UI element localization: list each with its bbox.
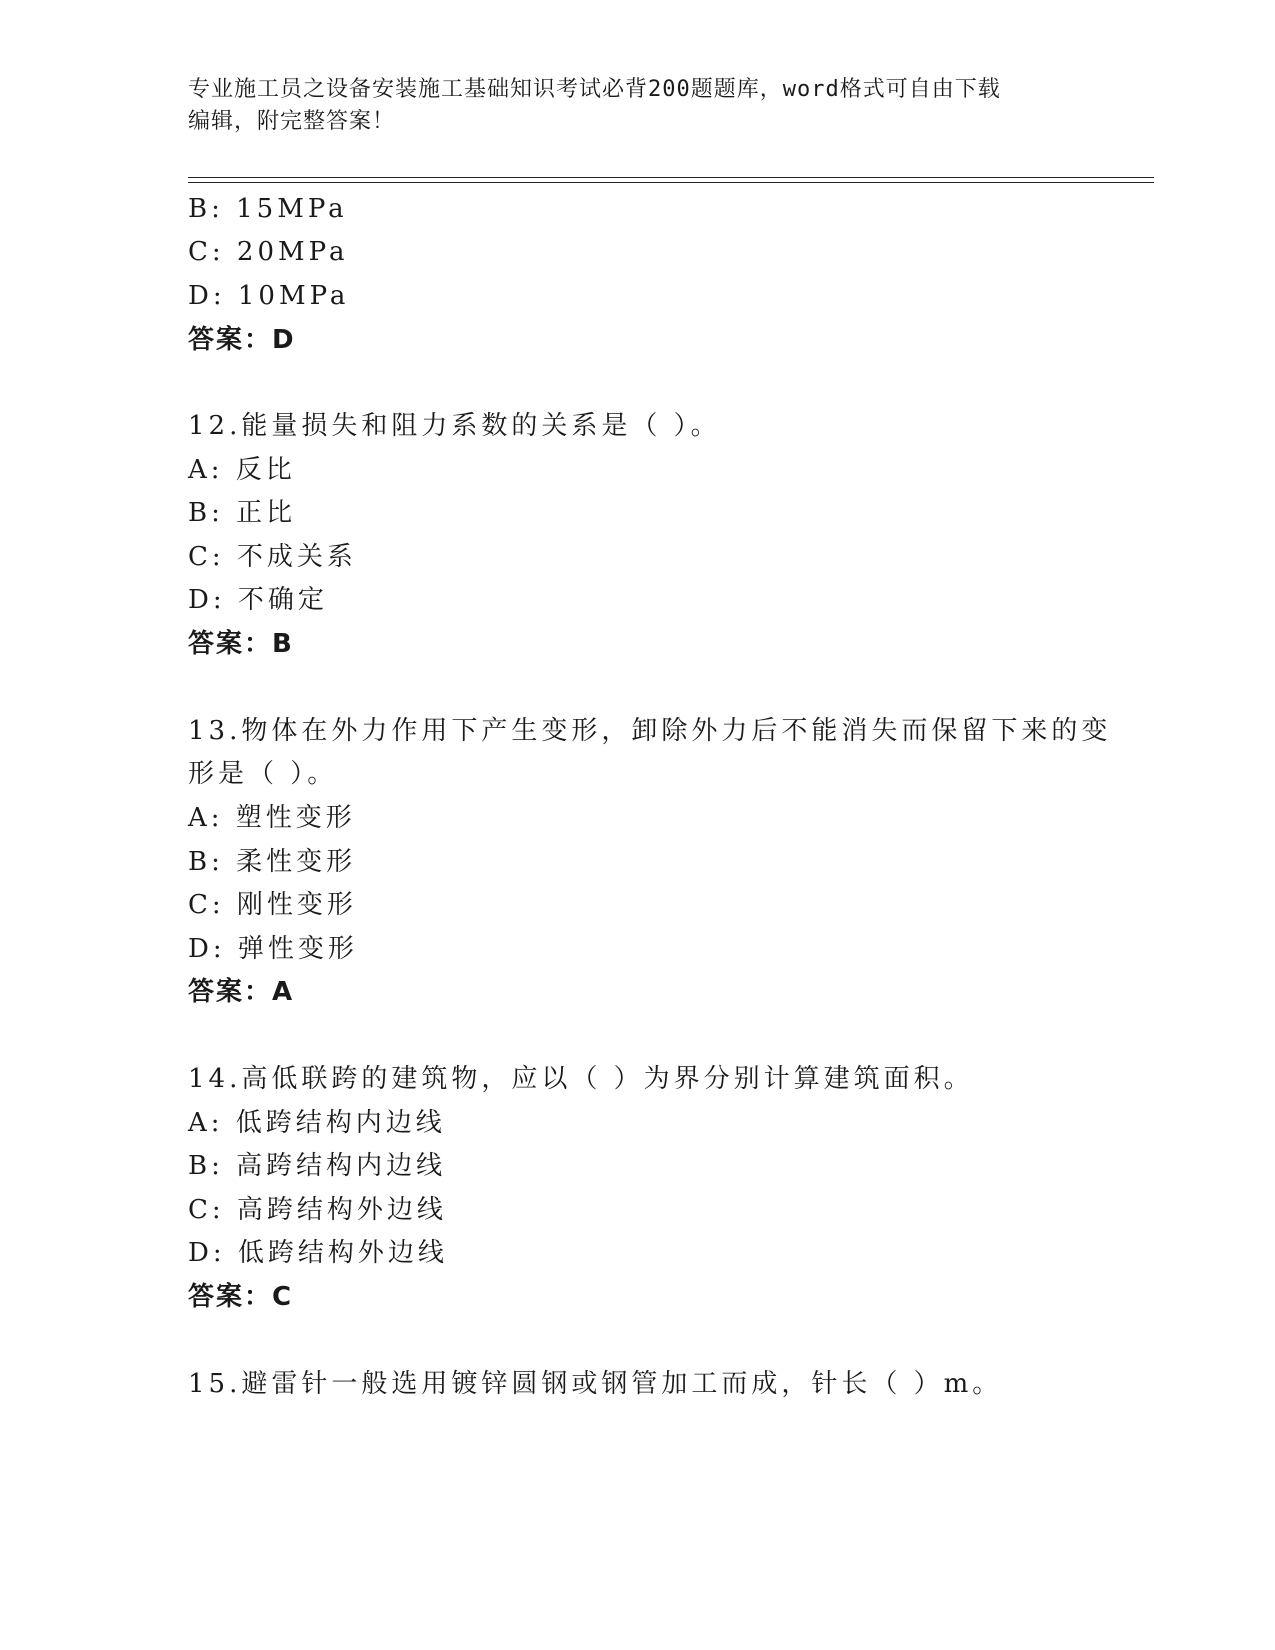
q13-option-c: C: 刚性变形 [188,890,357,920]
q11-answer: 答案：D [188,325,296,355]
q14-option-c: C: 高跨结构外边线 [188,1195,447,1225]
q11-option-b: B: 15MPa [188,194,348,224]
q14-question: 14.高低联跨的建筑物，应以（ ）为界分别计算建筑面积。 [188,1064,974,1094]
q13-option-b: B: 柔性变形 [188,847,357,877]
document-header [188,74,1088,138]
q14-option-a: A: 低跨结构内边线 [188,1108,446,1138]
header-divider-bottom [188,182,1154,183]
header-title-line2: 编辑，附完整答案！ [188,109,396,134]
q12-option-d: D: 不确定 [188,585,328,615]
q13-option-d: D: 弹性变形 [188,934,358,964]
q12-option-a: A: 反比 [188,455,296,485]
q14-answer: 答案：C [188,1282,294,1312]
q15-question: 15.避雷针一般选用镀锌圆钢或钢管加工而成，针长（ ）m。 [188,1369,1003,1399]
q13-option-a: A: 塑性变形 [188,803,356,833]
q12-option-b: B: 正比 [188,498,297,528]
header-title-line1: 专业施工员之设备安装施工基础知识考试必背200题题库，word格式可自由下载 [188,77,1001,102]
q11-option-d: D: 10MPa [188,281,350,311]
q12-question: 12.能量损失和阻力系数的关系是（ ）。 [188,411,721,441]
header-divider-top [188,177,1154,178]
q13-question-line2: 形是（ ）。 [188,759,338,789]
q14-option-d: D: 低跨结构外边线 [188,1238,448,1268]
q13-answer: 答案：A [188,977,295,1007]
q12-option-c: C: 不成关系 [188,542,357,572]
q13-question-line1: 13.物体在外力作用下产生变形，卸除外力后不能消失而保留下来的变 [188,716,1112,746]
q11-option-c: C: 20MPa [188,237,349,267]
q12-answer: 答案：B [188,629,294,659]
q14-option-b: B: 高跨结构内边线 [188,1151,447,1181]
